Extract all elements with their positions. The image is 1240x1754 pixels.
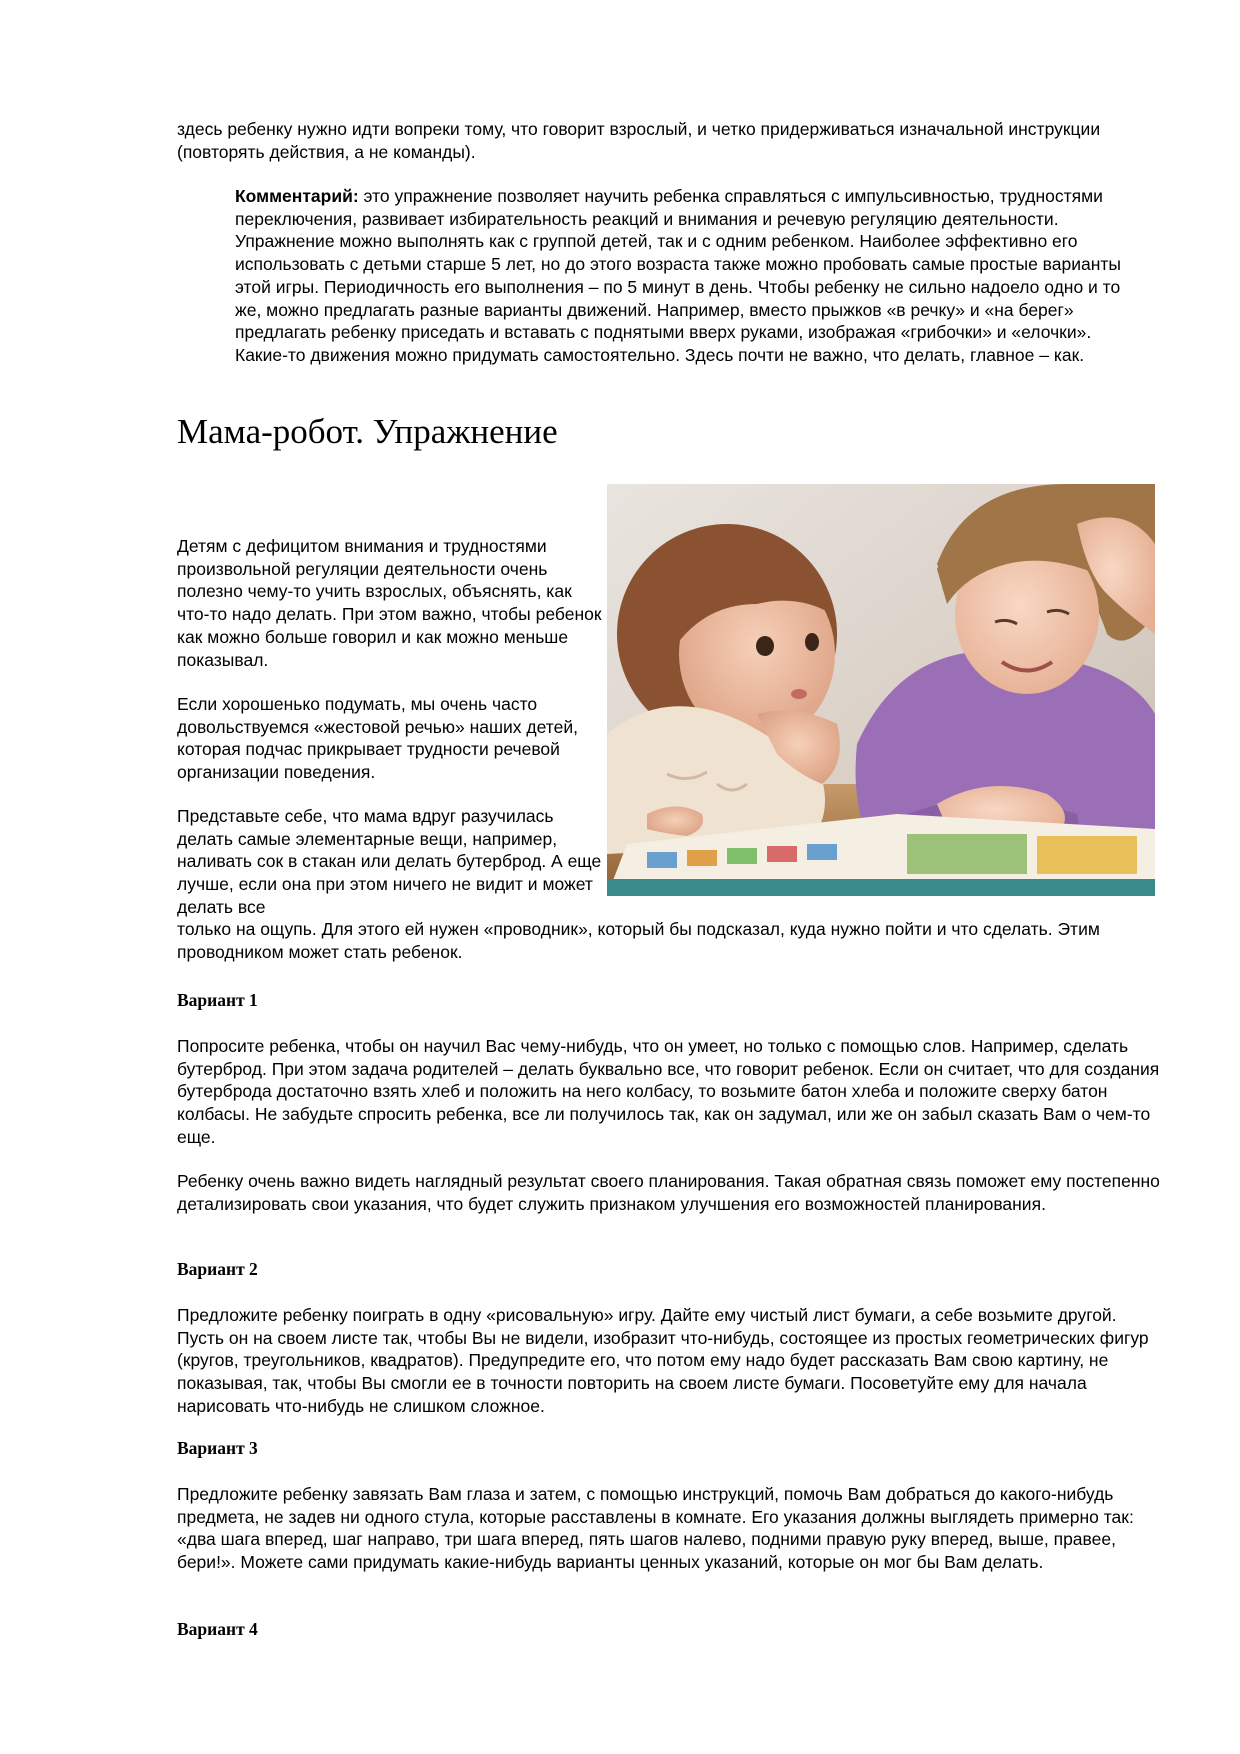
intro-paragraph: здесь ребенку нужно идти вопреки тому, что говорит взрослый, и четко придерживаться изначальной инструкции (повторять действия, а не команды).	[177, 119, 1101, 162]
section-paragraph: Если хорошенько подумать, мы очень часто довольствуемся «жестовой речью» наших детей, которая подчас прикрывает трудности речевой организации поведения.	[177, 694, 578, 783]
variant-heading: Вариант 3	[177, 1438, 258, 1458]
comment-label: Комментарий:	[235, 186, 359, 206]
variant-paragraph: Ребенку очень важно видеть наглядный результат своего планирования. Такая обратная связь поможет ему постепенно детализировать свои указания, что будет служить признаком улучшения его возможностей планирования.	[177, 1171, 1160, 1214]
comment-text: это упражнение позволяет научить ребенка справляться с импульсивностью, трудностями переключения, развивает избирательность реакций и внимания и речевую регуляцию деятельности. Упражнение можно выполнять как с группой детей, так и с одним ребенком. Наиболее эффективно его использовать с детьми старше 5 лет, но до этого возраста также можно пробовать самые простые варианты этой игры. Периодичность его выполнения – по 5 минут в день. Чтобы ребенку не сильно надоело одно и то же, можно предлагать разные варианты движений. Например, вместо прыжков «в речку» и «на берег» предлагать ребенку приседать и вставать с поднятыми вверх руками, изображая «грибочки» и «елочки». Какие-то движения можно придумать самостоятельно. Здесь почти не важно, что делать, главное – как.	[235, 186, 1122, 365]
section-title: Мама-робот. Упражнение	[177, 412, 558, 451]
variant-heading: Вариант 1	[177, 990, 258, 1010]
variant-paragraph: Предложите ребенку завязать Вам глаза и затем, с помощью инструкций, помочь Вам добраться до какого-нибудь предмета, не задев ни одного стула, которые расставлены в комнате. Его указания должны выглядеть примерно так: «два шага вперед, шаг направо, три шага вперед, пять шагов налево, подними правую руку вперед, выше, правее, бери!». Можете сами придумать какие-нибудь варианты ценных указаний, которые он мог бы Вам делать.	[177, 1484, 1134, 1573]
section-paragraph: Представьте себе, что мама вдруг разучилась делать самые элементарные вещи, например, наливать сок в стакан или делать бутерброд. А еще лучше, если она при этом ничего не видит и может делать все	[177, 806, 602, 917]
variant-heading: Вариант 2	[177, 1259, 258, 1279]
section-paragraph: только на ощупь. Для этого ей нужен «проводник», который бы подсказал, куда нужно пойти и что сделать. Этим проводником может стать ребенок.	[177, 919, 1100, 962]
variant-paragraph: Предложите ребенку поиграть в одну «рисовальную» игру. Дайте ему чистый лист бумаги, а себе возьмите другой. Пусть он на своем листе так, чтобы Вы не видели, изобразит что-нибудь, состоящее из простых геометрических фигур (кругов, треугольников, квадратов). Предупредите его, что потом ему надо будет рассказать Вам свою картину, не показывая, так, чтобы Вы смогли ее в точности повторить на своем листе бумаги. Посоветуйте ему для начала нарисовать что-нибудь не слишком сложное.	[177, 1305, 1149, 1416]
variant-paragraph: Попросите ребенка, чтобы он научил Вас чему-нибудь, что он умеет, но только с помощью слов. Например, сделать бутерброд. При этом задача родителей – делать буквально все, что говорит ребенок. Если он считает, что для создания бутерброда достаточно взять хлеб и положить на него колбасу, то возьмите батон хлеба и положите сверху батон колбасы. Не забудьте спросить ребенка, все ли получилось так, как он задумал, или же он забыл сказать Вам о чем-то еще.	[177, 1036, 1160, 1147]
mother-child-photo	[607, 484, 1155, 896]
comment-paragraph	[235, 185, 1135, 367]
variant-heading: Вариант 4	[177, 1619, 258, 1639]
section-paragraph: Детям с дефицитом внимания и трудностями произвольной регуляции деятельности очень полезно чему-то учить взрослых, объяснять, как что-то надо делать. При этом важно, чтобы ребенок как можно больше говорил и как можно меньше показывал.	[177, 536, 602, 670]
